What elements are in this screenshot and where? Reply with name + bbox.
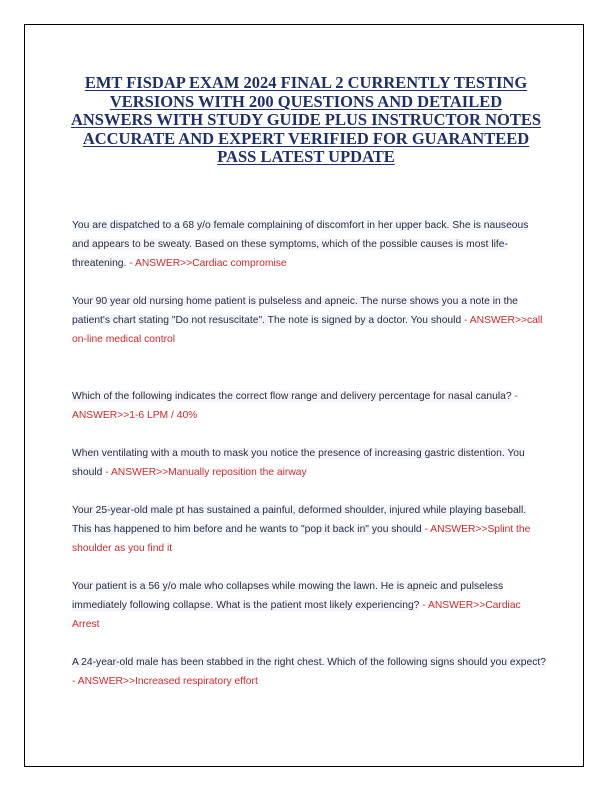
- answer-text: ANSWER>>Cardiac compromise: [134, 258, 287, 269]
- question-text: When ventilating with a mouth to mask you notice the presence of increasing gastric distention. You should: [72, 448, 525, 478]
- qa-item: [72, 292, 548, 349]
- answer-separator: -: [461, 315, 470, 326]
- answer-separator: -: [102, 467, 111, 478]
- answer-separator: -: [126, 258, 135, 269]
- answer-separator: -: [72, 676, 78, 687]
- qa-item: [72, 444, 548, 482]
- answer-separator: -: [419, 600, 428, 611]
- answer-text: ANSWER>>Cardiac Arrest: [72, 600, 521, 630]
- answer-text: ANSWER>>Increased respiratory effort: [77, 676, 258, 687]
- document-title: EMT FISDAP EXAM 2024 FINAL 2 CURRENTLY TESTING VERSIONS WITH 200 QUESTIONS AND DETAILED ANSWERS WITH STUDY GUIDE PLUS INSTRUCTOR NOTES ACCURATE AND EXPERT VERIFIED FOR GUARANTEED PASS LATEST UPDATE: [70, 73, 542, 167]
- answer-separator: -: [421, 524, 431, 535]
- qa-list: [72, 216, 548, 691]
- question-text: Your patient is a 56 y/o male who collapses while mowing the lawn. He is apneic and pulseless immediately following collapse. What is the patient most likely experiencing?: [72, 581, 504, 611]
- answer-text: ANSWER>>call on-line medical control: [72, 315, 543, 345]
- question-text: Your 25-year-old male pt has sustained a painful, deformed shoulder, injured while playing baseball. This has happened to him before and he wants to "pop it back in" you should: [72, 505, 527, 535]
- qa-item: [72, 653, 548, 691]
- question-text: Your 90 year old nursing home patient is pulseless and apneic. The nurse shows you a note in the patient's chart stating "Do not resuscitate". The note is signed by a doctor. You should: [72, 296, 518, 326]
- answer-separator: -: [511, 391, 518, 402]
- answer-text: ANSWER>>Splint the shoulder as you find it: [72, 524, 531, 554]
- qa-item: [72, 501, 548, 558]
- qa-item: [72, 577, 548, 634]
- qa-item: [72, 387, 548, 425]
- question-text: A 24-year-old male has been stabbed in the right chest. Which of the following signs should you expect?: [72, 657, 546, 668]
- answer-text: ANSWER>>Manually reposition the airway: [110, 467, 307, 478]
- question-text: You are dispatched to a 68 y/o female complaining of discomfort in her upper back. She is nauseous and appears to be sweaty. Based on these symptoms, which of the possible causes is most life-threatening.: [72, 220, 529, 269]
- question-text: Which of the following indicates the correct flow range and delivery percentage for nasal canula?: [72, 391, 512, 402]
- answer-text: ANSWER>>1-6 LPM / 40%: [72, 410, 198, 421]
- qa-item: [72, 216, 548, 273]
